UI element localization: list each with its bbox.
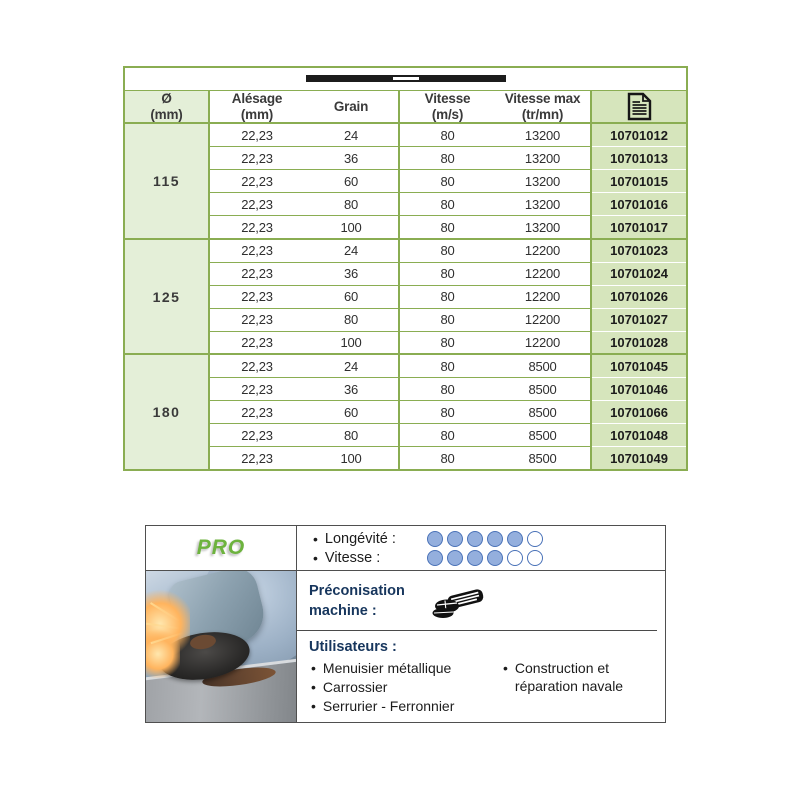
spec-row [124,216,687,239]
angle-grinder-photo [146,571,297,722]
header-diameter: Ø (mm) [124,90,209,123]
dot-filled [427,550,443,566]
vitesse-cell: 80 [399,424,495,447]
reference-cell: 10701026 [591,285,687,308]
dot-filled [427,531,443,547]
vitesse-max-cell: 8500 [495,424,591,447]
vitesse-cell: 80 [399,447,495,470]
spec-row [124,308,687,331]
machine-recommendation-section [297,571,657,631]
vitesse-max-cell: 8500 [495,354,591,377]
user-item [309,659,501,677]
vitesse-max-cell: 12200 [495,239,591,262]
alesage-cell: 22,23 [209,308,304,331]
grain-cell: 60 [304,170,399,193]
disc-hub-gap [393,77,419,80]
ratings-section [297,526,665,571]
reference-cell: 10701028 [591,331,687,354]
user-item [309,697,501,715]
alesage-cell: 22,23 [209,401,304,424]
spec-row [124,239,687,262]
spec-row [124,170,687,193]
vitesse-cell: 80 [399,331,495,354]
dot-filled [487,550,503,566]
vitesse-max-cell: 13200 [495,147,591,170]
grain-cell: 80 [304,308,399,331]
spec-row [124,331,687,354]
disc-profile-row [124,67,687,90]
alesage-cell: 22,23 [209,123,304,146]
vitesse-cell: 80 [399,377,495,400]
alesage-cell: 22,23 [209,285,304,308]
vitesse-cell: 80 [399,401,495,424]
header-vitesse-max: Vitesse max (tr/mn) [495,90,591,123]
spec-row [124,377,687,400]
grain-cell: 36 [304,262,399,285]
user-item [309,678,501,696]
rating-label: Longévité : [324,530,396,547]
dot-filled [467,550,483,566]
pro-info-panel [145,525,666,723]
document-icon [627,92,652,121]
sparks [146,629,180,679]
spec-row [124,447,687,470]
vitesse-cell: 80 [399,354,495,377]
dot-empty [507,550,523,566]
user-label: Carrossier [322,679,388,696]
alesage-cell: 22,23 [209,216,304,239]
product-spec-table [123,66,688,471]
vitesse-cell: 80 [399,170,495,193]
reference-cell: 10701024 [591,262,687,285]
diameter-cell: 115 [124,123,209,238]
grain-cell: 100 [304,331,399,354]
spec-row [124,354,687,377]
user-label: Construction et réparation navale [514,660,624,695]
spec-row [124,262,687,285]
header-alesage: Alésage (mm) [209,90,304,123]
alesage-cell: 22,23 [209,424,304,447]
header-reference [591,90,687,123]
spec-row [124,401,687,424]
grain-cell: 100 [304,447,399,470]
vitesse-cell: 80 [399,262,495,285]
diameter-cell: 125 [124,239,209,354]
alesage-cell: 22,23 [209,377,304,400]
header-vitesse: Vitesse (m/s) [399,90,495,123]
alesage-cell: 22,23 [209,262,304,285]
reference-cell: 10701013 [591,147,687,170]
alesage-cell: 22,23 [209,170,304,193]
bullet: • [503,660,508,676]
reference-cell: 10701027 [591,308,687,331]
vitesse-max-cell: 12200 [495,262,591,285]
vitesse-max-cell: 8500 [495,401,591,424]
dot-filled [507,531,523,547]
grain-cell: 36 [304,147,399,170]
user-label: Menuisier métallique [322,660,452,676]
user-item [501,659,659,695]
grain-cell: 36 [304,377,399,400]
grain-cell: 24 [304,123,399,146]
reference-cell: 10701015 [591,170,687,193]
reference-cell: 10701023 [591,239,687,262]
rating-row [313,550,665,566]
bullet: • [311,679,316,696]
vitesse-cell: 80 [399,308,495,331]
table-header-row [124,90,687,123]
bullet: • [313,530,318,547]
diameter-cell: 180 [124,354,209,469]
vitesse-cell: 80 [399,147,495,170]
machine-recommendation-title: Préconisation machine : [309,582,405,619]
dot-filled [447,531,463,547]
vitesse-max-cell: 12200 [495,285,591,308]
reference-cell: 10701017 [591,216,687,239]
alesage-cell: 22,23 [209,147,304,170]
users-column-1 [309,659,501,716]
vitesse-cell: 80 [399,239,495,262]
spec-row [124,424,687,447]
alesage-cell: 22,23 [209,239,304,262]
vitesse-max-cell: 13200 [495,170,591,193]
rating-dots [427,550,543,566]
reference-cell: 10701016 [591,193,687,216]
angle-grinder-icon [431,582,487,622]
users-section [297,631,665,716]
reference-cell: 10701012 [591,123,687,146]
bullet: • [311,698,316,715]
grain-cell: 60 [304,401,399,424]
spec-table-body [124,123,687,469]
reference-cell: 10701048 [591,424,687,447]
alesage-cell: 22,23 [209,331,304,354]
dot-filled [487,531,503,547]
alesage-cell: 22,23 [209,354,304,377]
alesage-cell: 22,23 [209,193,304,216]
reference-cell: 10701046 [591,377,687,400]
vitesse-max-cell: 12200 [495,308,591,331]
grain-cell: 100 [304,216,399,239]
rating-label: Vitesse : [324,549,381,566]
vitesse-max-cell: 13200 [495,193,591,216]
pro-badge: PRO [196,536,246,559]
bullet: • [313,549,318,566]
spec-row [124,123,687,146]
vitesse-max-cell: 8500 [495,377,591,400]
header-grain: Grain [304,90,399,123]
grain-cell: 24 [304,354,399,377]
users-column-2 [501,659,659,716]
pro-badge-cell [146,526,297,571]
dot-filled [467,531,483,547]
vitesse-max-cell: 12200 [495,331,591,354]
vitesse-max-cell: 8500 [495,447,591,470]
vitesse-cell: 80 [399,216,495,239]
spec-row [124,193,687,216]
alesage-cell: 22,23 [209,447,304,470]
dot-empty [527,550,543,566]
disc-profile-graphic [306,75,506,82]
vitesse-cell: 80 [399,285,495,308]
dot-filled [447,550,463,566]
reference-cell: 10701066 [591,401,687,424]
grain-cell: 60 [304,285,399,308]
vitesse-max-cell: 13200 [495,216,591,239]
dot-empty [527,531,543,547]
grain-cell: 80 [304,424,399,447]
bullet: • [311,660,316,676]
spec-row [124,147,687,170]
vitesse-cell: 80 [399,123,495,146]
vitesse-max-cell: 13200 [495,123,591,146]
rating-dots [427,531,543,547]
grain-cell: 24 [304,239,399,262]
rating-row [313,531,665,547]
spec-row [124,285,687,308]
reference-cell: 10701045 [591,354,687,377]
grain-cell: 80 [304,193,399,216]
vitesse-cell: 80 [399,193,495,216]
users-title: Utilisateurs : [309,639,397,655]
user-label: Serrurier - Ferronnier [322,698,455,715]
reference-cell: 10701049 [591,447,687,470]
